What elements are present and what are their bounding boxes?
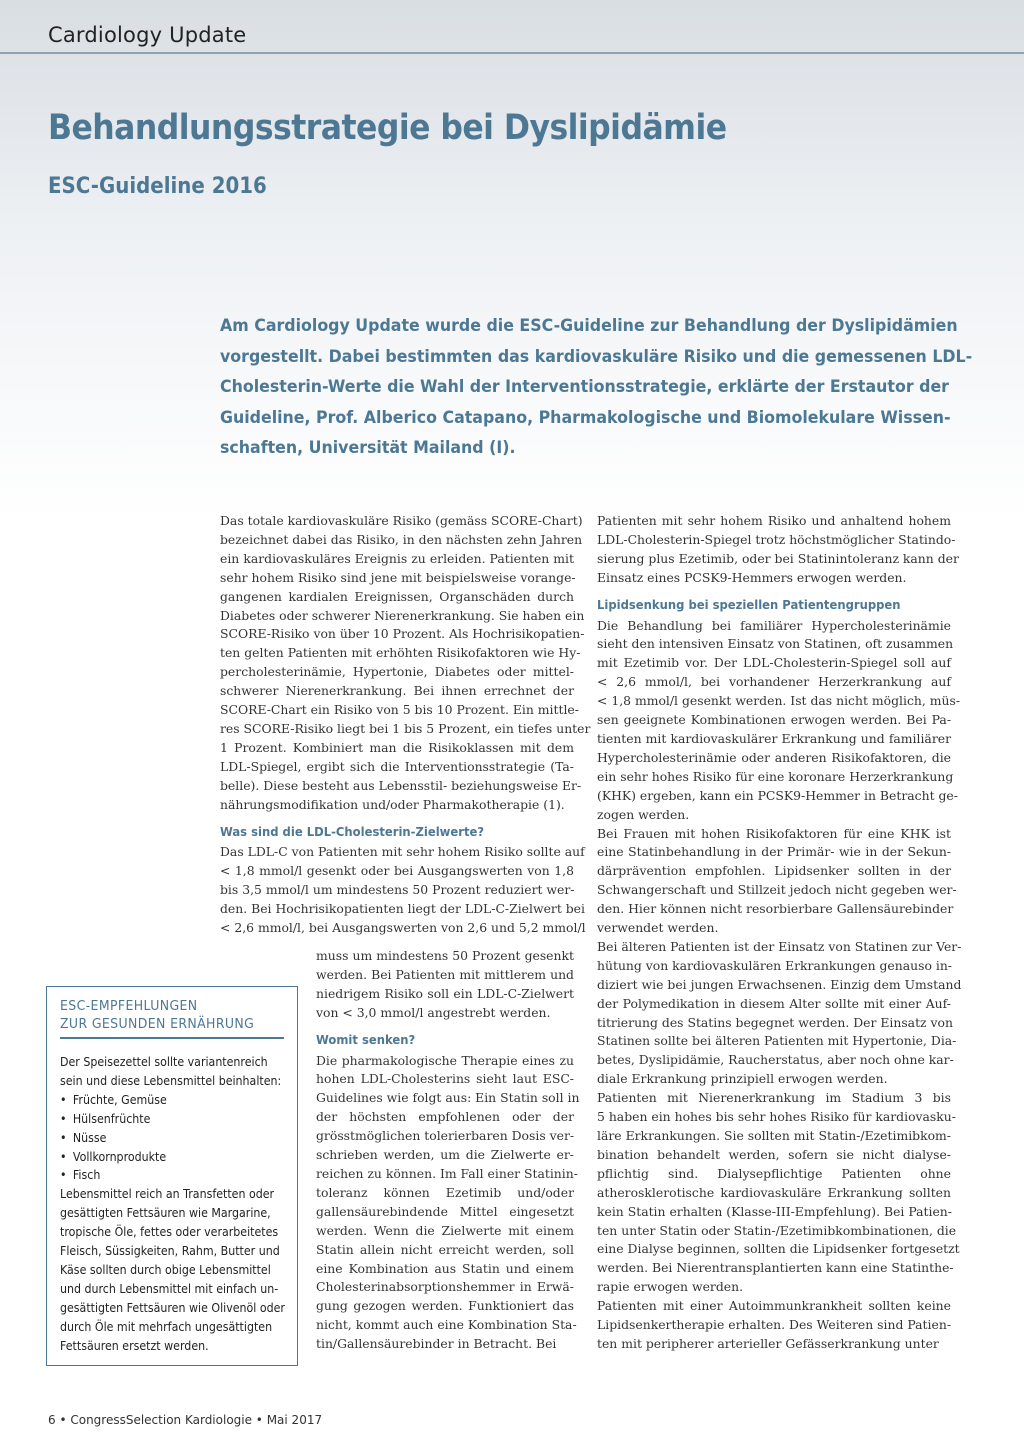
body-line: hohen LDL-Cholesterins sieht laut ESC- (316, 1071, 574, 1087)
body-line: ten unter Statin oder Statin-/Ezetimibkombinationen, die (597, 1222, 957, 1238)
body-line: Die pharmakologische Therapie eines zu (316, 1052, 574, 1068)
body-line: den. Bei Hochrisikopatienten liegt der LDL-C-Zielwert bei (220, 901, 585, 917)
body-column-left (220, 512, 591, 938)
body-line: < 1,8 mmol/l gesenkt werden. Ist das nicht möglich, müs- (597, 693, 961, 709)
body-line: tienten mit kardiovaskulärer Erkrankung und familiärer (597, 730, 951, 746)
box-text-line: Der Speisezettel sollte variantenreich (60, 1055, 268, 1069)
body-line: mit Ezetimib vor. Der LDL-Cholesterin-Spiegel soll auf (597, 655, 951, 671)
body-line: bination behandelt werden, sofern sie nicht dialyse- (597, 1146, 951, 1162)
lead-line: schaften, Universität Mailand (I). (220, 438, 516, 458)
nutrition-recommendations-box (46, 986, 298, 1366)
body-line: der höchsten empfohlenen oder der (316, 1109, 574, 1125)
article-title: Behandlungsstrategie bei Dyslipidämie (48, 108, 727, 148)
lead-line: Guideline, Prof. Alberico Catapano, Pharmakologische und Biomolekulare Wissen- (220, 407, 951, 428)
body-line: verwendet werden. (597, 920, 719, 936)
box-text-line: Fettsäuren ersetzt werden. (60, 1338, 209, 1353)
body-line: Schwangerschaft und Stillzeit jedoch nicht gegeben wer- (597, 882, 957, 898)
body-line: gallensäurebindende Mittel eingesetzt (316, 1203, 574, 1219)
body-line: diale Erkrankung prinzipiell erwogen werden. (597, 1071, 888, 1087)
body-line: sehr hohem Risiko sind jene mit beispielsweise vorange- (220, 569, 576, 585)
body-line: Patienten mit Nierenerkrankung im Stadium 3 bis (597, 1090, 951, 1106)
body-line: Die Behandlung bei familiärer Hypercholesterinämie (597, 617, 951, 633)
body-line: muss um mindestens 50 Prozent gesenkt (316, 948, 574, 963)
box-title (60, 997, 254, 1033)
body-line: ein sehr hohes Risiko für eine koronare Herzerkrankung (597, 768, 954, 784)
body-line: schwerer Nierenerkrankung. Bei ihnen errechnet der (220, 683, 574, 699)
body-line: ten gelten Patienten mit erhöhten Risikofaktoren wie Hy- (220, 645, 581, 661)
body-line: Bei Frauen mit hohen Risikofaktoren für eine KHK ist (597, 825, 951, 841)
body-line: grösstmöglichen tolerierbaren Dosis ver- (316, 1128, 575, 1144)
box-title-line: ZUR GESUNDEN ERNÄHRUNG (60, 1016, 255, 1032)
body-line: Statin allein nicht erreicht werden, soll (316, 1241, 574, 1257)
box-text-line: sein und diese Lebensmittel beinhalten: (60, 1073, 282, 1088)
body-line: SCORE-Chart ein Risiko von 5 bis 10 Prozent. Ein mittle- (220, 702, 579, 718)
body-line: toleranz können Ezetimib und/oder (316, 1184, 574, 1200)
body-line: Das LDL-C von Patienten mit sehr hohem Risiko sollte auf (220, 844, 585, 860)
body-line: res SCORE-Risiko liegt bei 1 bis 5 Prozent, ein tiefes unter (220, 720, 591, 736)
body-line: reichen zu können. Im Fall einer Statinin- (316, 1165, 578, 1181)
box-list-item: • Früchte, Gemüse (60, 1091, 268, 1110)
body-line: belle). Diese besteht aus Lebensstil- beziehungsweise Er- (220, 777, 582, 793)
body-line: werden. Bei Nierentransplantierten kann eine Statinthe- (597, 1260, 954, 1276)
box-text-line: tropische Öle, fettes oder verarbeitetes (60, 1225, 279, 1240)
body-line: SCORE-Risiko von über 10 Prozent. Als Hochrisikopatien- (220, 626, 585, 642)
body-line: bis 3,5 mmol/l um mindestens 50 Prozent reduziert wer- (220, 882, 575, 898)
body-line: eine Dialyse beginnen, sollten die Lipidsenker fortgesetzt (597, 1241, 960, 1257)
body-line: Diabetes oder schwerer Nierenerkrankung. Sie haben ein (220, 607, 585, 623)
box-text-line: gesättigten Fettsäuren wie Margarine, (60, 1206, 271, 1221)
lead-line: vorgestellt. Dabei bestimmten das kardiovaskuläre Risiko und die gemessenen LDL- (220, 346, 973, 367)
body-line: Das totale kardiovaskuläre Risiko (gemäss SCORE-Chart) (220, 513, 583, 528)
body-column-right (597, 512, 962, 1354)
body-line: Guidelines wie folgt aus: Ein Statin soll in (316, 1090, 580, 1106)
box-text-line: Käse sollten durch obige Lebensmittel (60, 1262, 271, 1277)
body-line: kein Statin erhalten (Klasse-III-Empfehlung). Bei Patien- (597, 1203, 952, 1219)
body-line: Cholesterinabsorptionshemmer in Erwä- (316, 1279, 574, 1295)
box-list-item: • Vollkornprodukte (60, 1148, 268, 1167)
body-line: titrierung des Statins begegnet werden. Der Einsatz von (597, 1014, 953, 1030)
header-divider (0, 52, 1024, 54)
body-line: LDL-Cholesterin-Spiegel trotz höchstmöglicher Statindo- (597, 531, 956, 547)
article-lead (220, 311, 1002, 464)
body-line: Patienten mit sehr hohem Risiko und anhaltend hohem (597, 513, 951, 528)
body-line: Bei älteren Patienten ist der Einsatz von Statinen zur Ver- (597, 938, 962, 954)
body-line: gangenen kardialen Ereignissen, Organschäden durch (220, 588, 574, 604)
box-text-line: durch Öle mit mehrfach ungesättigten (60, 1319, 273, 1334)
body-line: eine Kombination aus Statin und einem (316, 1260, 574, 1276)
body-line: der Polymedikation in diesem Alter sollte mit einer Auf- (597, 995, 951, 1011)
body-line: (KHK) ergeben, kann ein PCSK9-Hemmer in Betracht ge- (597, 787, 958, 803)
body-line: werden. Wenn die Zielwerte mit einem (316, 1222, 574, 1238)
box-divider (60, 1037, 284, 1039)
body-line: gung gezogen werden. Funktioniert das (316, 1298, 574, 1314)
body-line: percholesterinämie, Hypertonie, Diabetes oder mittel- (220, 664, 574, 680)
running-header (0, 0, 1024, 52)
section-heading: Womit senken? (316, 1031, 416, 1047)
section-heading: Was sind die LDL-Cholesterin-Zielwerte? (220, 823, 485, 839)
box-list-item: • Fisch (60, 1166, 268, 1185)
body-line: zogen werden. (597, 806, 690, 822)
body-line: werden. Bei Patienten mit mittlerem und (316, 966, 574, 982)
body-line: ein kardiovaskuläres Ereignis zu erleiden. Patienten mit (220, 550, 574, 566)
body-line: Hypercholesterinämie oder anderen Risikofaktoren, die (597, 749, 951, 765)
body-line: 5 haben ein hohes bis sehr hohes Risiko für kardiovasku- (597, 1109, 956, 1125)
body-line: Einsatz eines PCSK9-Hemmers erwogen werden. (597, 569, 907, 585)
lead-line: Am Cardiology Update wurde die ESC-Guideline zur Behandlung der Dyslipidämien (220, 316, 958, 336)
article-subtitle: ESC-Guideline 2016 (48, 174, 267, 199)
body-line: tin/Gallensäurebinder in Betracht. Bei (316, 1336, 557, 1352)
body-line: LDL-Spiegel, ergibt sich die Interventionsstrategie (Ta- (220, 758, 574, 774)
lead-line: Cholesterin-Werte die Wahl der Interventionsstrategie, erklärte der Erstautor der (220, 377, 949, 397)
box-list-item: • Hülsenfrüchte (60, 1110, 268, 1129)
body-line: sieht den intensiven Einsatz von Statinen, oft zusammen (597, 636, 954, 652)
body-line: < 1,8 mmol/l gesenkt oder bei Ausgangswerten von 1,8 (220, 863, 574, 879)
body-line: ten mit peripherer arterieller Gefässerkrankung unter (597, 1335, 939, 1351)
box-body (60, 1053, 286, 1356)
body-line: Statinen sollte bei älteren Patienten mit Hypertonie, Dia- (597, 1033, 957, 1049)
body-line: schrieben werden, um die Zielwerte er- (316, 1147, 574, 1163)
body-line: atherosklerotische kardiovaskuläre Erkrankung sollten (597, 1184, 951, 1200)
body-line: von < 3,0 mmol/l angestrebt werden. (316, 1004, 551, 1020)
body-line: betes, Dyslipidämie, Raucherstatus, aber noch ohne kar- (597, 1052, 954, 1068)
section-heading: Lipidsenkung bei speziellen Patientengruppen (597, 596, 901, 612)
body-line: 1 Prozent. Kombiniert man die Risikoklassen mit dem (220, 739, 574, 755)
box-text-line: gesättigten Fettsäuren wie Olivenöl oder (60, 1300, 285, 1315)
box-text-line: Lebensmittel reich an Transfetten oder (60, 1187, 275, 1202)
body-column-left-lower (316, 947, 580, 1354)
body-line: nicht, kommt auch eine Kombination Sta- (316, 1317, 577, 1333)
body-line: niedrigem Risiko soll ein LDL-C-Zielwert (316, 985, 574, 1001)
body-line: nährungsmodifikation und/oder Pharmakotherapie (1). (220, 796, 565, 812)
body-line: Lipidsenkertherapie erhalten. Des Weiteren sind Patien- (597, 1317, 951, 1333)
box-title-line: ESC-EMPFEHLUNGEN (60, 998, 198, 1014)
body-line: sen geeignete Kombinationen erwogen werden. Bei Pa- (597, 712, 951, 728)
box-text-line: und durch Lebensmittel mit einfach un- (60, 1281, 279, 1296)
body-line: < 2,6 mmol/l, bei vorhandener Herzerkrankung auf (597, 674, 951, 690)
body-line: hütung von kardiovaskulären Erkrankungen genauso in- (597, 957, 952, 973)
body-line: eine Statinbehandlung in der Primär- wie in der Sekun- (597, 844, 951, 860)
body-line: Patienten mit einer Autoimmunkrankheit sollten keine (597, 1298, 951, 1314)
body-line: pflichtig sind. Dialysepflichtige Patienten ohne (597, 1165, 951, 1181)
box-list-item: • Nüsse (60, 1129, 268, 1148)
body-line: rapie erwogen werden. (597, 1279, 744, 1295)
section-title: Cardiology Update (48, 23, 247, 47)
body-line: diziert wie bei jungen Erwachsenen. Einzig dem Umstand (597, 976, 962, 992)
page-footer: 6 • CongressSelection Kardiologie • Mai 2017 (48, 1413, 323, 1427)
body-line: bezeichnet dabei das Risiko, in den nächsten zehn Jahren (220, 531, 583, 547)
body-line: < 2,6 mmol/l, bei Ausgangswerten von 2,6 und 5,2 mmol/l (220, 920, 586, 936)
body-line: sierung plus Ezetimib, oder bei Statinintoleranz kann der (597, 550, 959, 566)
box-text-line: Fleisch, Süssigkeiten, Rahm, Butter und (60, 1244, 280, 1259)
body-line: den. Hier können nicht resorbierbare Gallensäurebinder (597, 901, 954, 917)
body-line: läre Erkrankungen. Sie sollten mit Statin-/Ezetimibkom- (597, 1128, 951, 1143)
body-line: därprävention empfohlen. Lipidsenker sollten in der (597, 863, 951, 879)
